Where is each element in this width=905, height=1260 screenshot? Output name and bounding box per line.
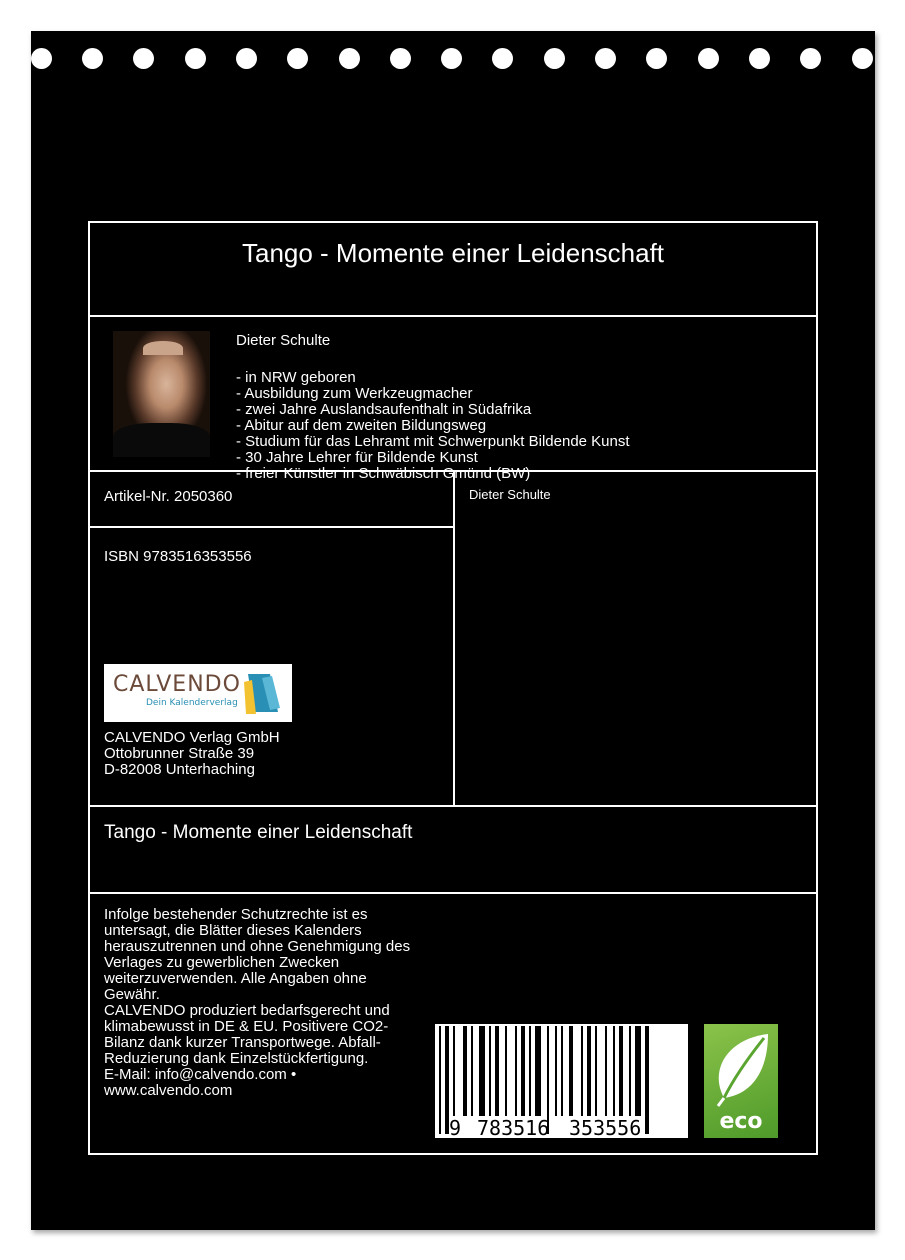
legal-line: herauszutrennen und ohne Genehmigung des: [104, 938, 411, 955]
credit-box: [453, 470, 818, 807]
author-credit: Dieter Schulte: [469, 487, 551, 502]
binding-hole: [133, 48, 154, 69]
bio-line: - freier Künstler in Schwäbisch Gmünd (BW): [236, 465, 531, 482]
calendar-page-icon: [244, 672, 284, 716]
barcode-bar: [495, 1026, 499, 1116]
binding-hole: [698, 48, 719, 69]
barcode-digits-left: 783516: [477, 1116, 550, 1140]
binding-hole: [646, 48, 667, 69]
publisher-address-line: Ottobrunner Straße 39: [104, 745, 255, 762]
bio-line: - Abitur auf dem zweiten Bildungsweg: [236, 417, 487, 434]
author-portrait: [113, 331, 210, 457]
legal-line: CALVENDO produziert bedarfsgerecht und: [104, 1002, 390, 1019]
binding-hole: [441, 48, 462, 69]
isbn: ISBN 9783516353556: [104, 548, 252, 565]
bio-line: - Studium für das Lehramt mit Schwerpunkt Bildende Kunst: [236, 433, 630, 450]
legal-line: Bilanz dank kurzer Transportwege. Abfall-: [104, 1034, 381, 1051]
barcode-bar: [515, 1026, 517, 1116]
binding-hole: [852, 48, 873, 69]
binding-hole: [31, 48, 52, 69]
title-box: [88, 221, 818, 317]
barcode-digits: [435, 1116, 688, 1138]
publisher-address-line: CALVENDO Verlag GmbH: [104, 729, 280, 746]
logo-wordmark: CALVENDO: [113, 672, 241, 697]
binding-hole: [749, 48, 770, 69]
eco-label: eco: [719, 1109, 763, 1134]
legal-line: E-Mail: info@calvendo.com •: [104, 1066, 297, 1083]
portrait-hair: [143, 341, 183, 355]
legal-line: Reduzierung dank Einzelstückfertigung.: [104, 1050, 369, 1067]
author-name: Dieter Schulte: [236, 332, 331, 349]
legal-line: Gewähr.: [104, 986, 160, 1003]
binding-hole: [287, 48, 308, 69]
barcode-bar: [479, 1026, 485, 1116]
bio-line: - zwei Jahre Auslandsaufenthalt in Südafrika: [236, 401, 532, 418]
portrait-shirt: [113, 423, 210, 457]
barcode-bar: [505, 1026, 507, 1116]
legal-line: Verlages zu gewerblichen Zwecken: [104, 954, 340, 971]
binding-hole: [390, 48, 411, 69]
binding-hole: [339, 48, 360, 69]
barcode-bar: [555, 1026, 557, 1116]
calendar-subtitle: Tango - Momente einer Leidenschaft: [104, 822, 413, 843]
barcode-bar: [453, 1026, 455, 1116]
barcode-bar: [463, 1026, 467, 1116]
barcode-bar: [619, 1026, 623, 1116]
barcode-bar: [605, 1026, 607, 1116]
isbn-barcode: [435, 1024, 688, 1138]
binding-hole: [544, 48, 565, 69]
barcode-bar: [635, 1026, 641, 1116]
binding-hole: [236, 48, 257, 69]
binding-hole: [185, 48, 206, 69]
barcode-bar: [569, 1026, 573, 1116]
barcode-first-digit: 9: [449, 1116, 462, 1140]
binding-hole: [800, 48, 821, 69]
leaf-icon: [704, 1028, 778, 1108]
publisher-address-line: D-82008 Unterhaching: [104, 761, 255, 778]
bio-line: - 30 Jahre Lehrer für Bildende Kunst: [236, 449, 478, 466]
legal-line: klimabewusst in DE & EU. Positivere CO2-: [104, 1018, 389, 1035]
barcode-bar: [471, 1026, 473, 1116]
binding-hole: [492, 48, 513, 69]
article-number: Artikel-Nr. 2050360: [104, 488, 233, 505]
bio-line: - Ausbildung zum Werkzeugmacher: [236, 385, 473, 402]
barcode-bar: [529, 1026, 531, 1116]
binding-hole: [595, 48, 616, 69]
calvendo-logo: [104, 664, 292, 722]
barcode-digits-right: 353556: [569, 1116, 642, 1140]
legal-line: Infolge bestehender Schutzrechte ist es: [104, 906, 368, 923]
barcode-bar: [521, 1026, 525, 1116]
legal-line: weiterzuverwenden. Alle Angaben ohne: [104, 970, 367, 987]
binding-hole: [82, 48, 103, 69]
legal-line: untersagt, die Blätter dieses Kalenders: [104, 922, 362, 939]
eco-badge: [704, 1024, 778, 1138]
logo-tagline: Dein Kalenderverlag: [146, 698, 238, 708]
barcode-bar: [613, 1026, 615, 1116]
barcode-bar: [587, 1026, 591, 1116]
legal-line: www.calvendo.com: [104, 1082, 233, 1099]
barcode-bar: [629, 1026, 631, 1116]
barcode-bar: [535, 1026, 541, 1116]
calendar-title: Tango - Momente einer Leidenschaft: [241, 238, 665, 268]
barcode-bar: [489, 1026, 491, 1116]
bio-line: - in NRW geboren: [236, 369, 356, 386]
barcode-bar: [595, 1026, 597, 1116]
barcode-bar: [581, 1026, 583, 1116]
barcode-bar: [561, 1026, 563, 1116]
subtitle-box: [88, 805, 818, 894]
